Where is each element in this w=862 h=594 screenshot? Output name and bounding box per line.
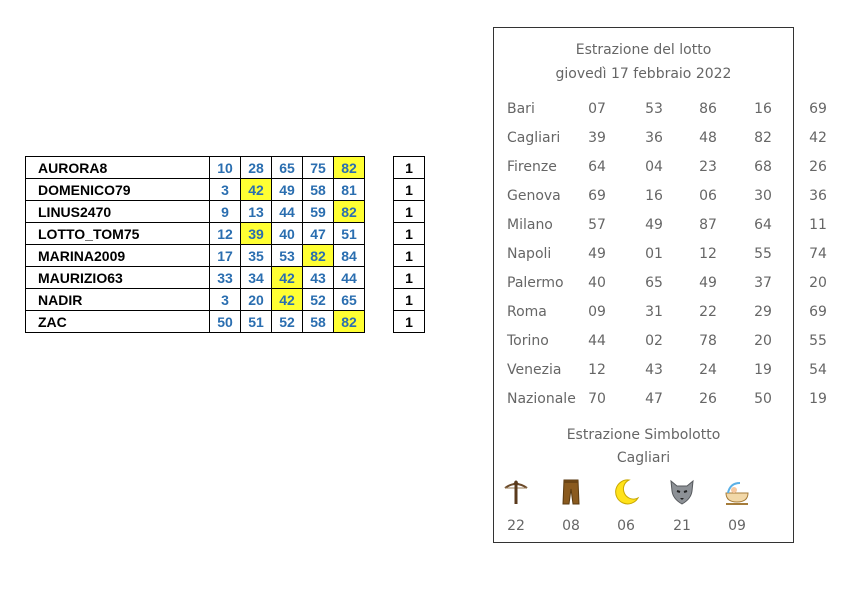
wheel-number: 19 [754,362,772,378]
player-number: 3 [210,179,241,201]
player-score: 1 [394,289,425,311]
player-number: 13 [241,201,272,223]
player-number: 65 [334,289,365,311]
player-number: 3 [210,289,241,311]
wheel-number: 16 [754,101,772,117]
player-name: ZAC [26,311,210,333]
wheel-number: 47 [645,391,663,407]
player-number: 84 [334,245,365,267]
wheel-number: 57 [588,217,606,233]
simbolotto-wheel: Cagliari [616,450,671,466]
player-number: 51 [334,223,365,245]
wheel-number: 53 [645,101,663,117]
wheel-city: Milano [507,217,553,233]
player-number: 43 [303,267,334,289]
player-number: 52 [272,311,303,333]
wheel-number: 36 [645,130,663,146]
cradle-icon [722,477,762,507]
player-number-hit: 42 [272,267,303,289]
wheel-number: 40 [588,275,606,291]
wheel-city: Nazionale [507,391,576,407]
player-number-hit: 82 [303,245,334,267]
column-spacer [365,267,394,289]
wheel-number: 31 [645,304,663,320]
symbol-number: 22 [507,518,525,534]
wheel-number: 78 [699,333,717,349]
wheel-number: 87 [699,217,717,233]
player-row [26,179,425,201]
column-spacer [365,245,394,267]
wheel-row [507,246,827,266]
wheel-city: Napoli [507,246,552,262]
player-score: 1 [394,245,425,267]
wheel-row [507,275,827,295]
wheel-number: 69 [809,304,827,320]
crescent-moon-icon [611,477,651,507]
wheel-number: 20 [809,275,827,291]
wheel-row [507,333,827,353]
symbol-number: 08 [562,518,580,534]
wheel-number: 39 [588,130,606,146]
column-spacer [365,157,394,179]
wheel-number: 20 [754,333,772,349]
wheel-city: Bari [507,101,535,117]
player-number: 20 [241,289,272,311]
player-number-hit: 82 [334,201,365,223]
player-name: MARINA2009 [26,245,210,267]
player-name: LINUS2470 [26,201,210,223]
player-row [26,245,425,267]
wheel-number: 74 [809,246,827,262]
symbol-number: 09 [728,518,746,534]
player-number: 53 [272,245,303,267]
column-spacer [365,201,394,223]
wheel-number: 06 [699,188,717,204]
wheel-number: 86 [699,101,717,117]
wheel-number: 11 [809,217,827,233]
player-number: 50 [210,311,241,333]
player-row [26,223,425,245]
wheel-number: 55 [809,333,827,349]
wheel-city: Venezia [507,362,562,378]
wheel-row [507,188,827,208]
player-number-hit: 39 [241,223,272,245]
wheel-number: 29 [754,304,772,320]
wheel-number: 49 [699,275,717,291]
wheel-number: 01 [645,246,663,262]
wheel-number: 26 [809,159,827,175]
wheel-number: 68 [754,159,772,175]
player-row [26,157,425,179]
player-number-hit: 82 [334,157,365,179]
wheel-number: 55 [754,246,772,262]
wheel-number: 50 [754,391,772,407]
player-number: 58 [303,179,334,201]
column-spacer [365,289,394,311]
wheel-number: 36 [809,188,827,204]
column-spacer [365,311,394,333]
player-number: 44 [272,201,303,223]
wheel-number: 02 [645,333,663,349]
wheel-row [507,304,827,324]
player-number-hit: 82 [334,311,365,333]
player-number: 49 [272,179,303,201]
player-number-hit: 42 [241,179,272,201]
wheel-number: 44 [588,333,606,349]
player-number-hit: 42 [272,289,303,311]
wheel-city: Firenze [507,159,557,175]
player-row [26,267,425,289]
player-number: 52 [303,289,334,311]
wheel-number: 69 [809,101,827,117]
wheel-number: 82 [754,130,772,146]
wheel-number: 04 [645,159,663,175]
wheel-number: 12 [588,362,606,378]
wheel-number: 64 [588,159,606,175]
wheel-number: 42 [809,130,827,146]
players-table [25,156,425,333]
player-number: 9 [210,201,241,223]
player-number: 47 [303,223,334,245]
panel-date: giovedì 17 febbraio 2022 [555,66,732,82]
column-spacer [365,179,394,201]
wheel-number: 09 [588,304,606,320]
wolf-icon [667,477,707,507]
player-name: LOTTO_TOM75 [26,223,210,245]
wheel-number: 30 [754,188,772,204]
player-score: 1 [394,201,425,223]
lotto-panel [493,27,827,543]
player-number: 65 [272,157,303,179]
column-spacer [365,223,394,245]
wheel-number: 24 [699,362,717,378]
player-number: 12 [210,223,241,245]
player-number: 58 [303,311,334,333]
player-name: NADIR [26,289,210,311]
crossbow-icon [501,477,541,507]
player-number: 75 [303,157,334,179]
wheel-row [507,130,827,150]
symbol-number: 21 [673,518,691,534]
wheel-number: 69 [588,188,606,204]
player-score: 1 [394,179,425,201]
player-number: 28 [241,157,272,179]
wheel-number: 65 [645,275,663,291]
player-number: 51 [241,311,272,333]
player-row [26,201,425,223]
wheel-row [507,391,827,411]
wheel-number: 48 [699,130,717,146]
player-name: MAURIZIO63 [26,267,210,289]
wheel-number: 07 [588,101,606,117]
player-score: 1 [394,267,425,289]
wheel-city: Torino [507,333,549,349]
player-name: AURORA8 [26,157,210,179]
player-row [26,311,425,333]
player-number: 34 [241,267,272,289]
wheel-number: 64 [754,217,772,233]
wheel-number: 54 [809,362,827,378]
panel-title: Estrazione del lotto [575,42,712,58]
player-score: 1 [394,157,425,179]
player-row [26,289,425,311]
wheel-row [507,101,827,121]
player-number: 10 [210,157,241,179]
wheel-number: 16 [645,188,663,204]
symbol-number: 06 [617,518,635,534]
player-number: 59 [303,201,334,223]
player-name: DOMENICO79 [26,179,210,201]
player-number: 33 [210,267,241,289]
wheel-city: Cagliari [507,130,561,146]
player-number: 40 [272,223,303,245]
player-number: 17 [210,245,241,267]
wheel-number: 26 [699,391,717,407]
trousers-icon [556,477,596,507]
player-number: 35 [241,245,272,267]
wheel-row [507,159,827,179]
simbolotto-title: Estrazione Simbolotto [566,427,721,443]
wheel-number: 22 [699,304,717,320]
wheel-number: 23 [699,159,717,175]
player-score: 1 [394,311,425,333]
wheel-number: 43 [645,362,663,378]
wheel-number: 49 [645,217,663,233]
wheel-city: Palermo [507,275,564,291]
player-number: 81 [334,179,365,201]
player-number: 44 [334,267,365,289]
wheel-number: 12 [699,246,717,262]
wheel-number: 37 [754,275,772,291]
wheel-row [507,217,827,237]
wheel-city: Roma [507,304,547,320]
wheel-row [507,362,827,382]
player-score: 1 [394,223,425,245]
wheel-city: Genova [507,188,561,204]
wheel-number: 19 [809,391,827,407]
wheel-number: 70 [588,391,606,407]
wheel-number: 49 [588,246,606,262]
